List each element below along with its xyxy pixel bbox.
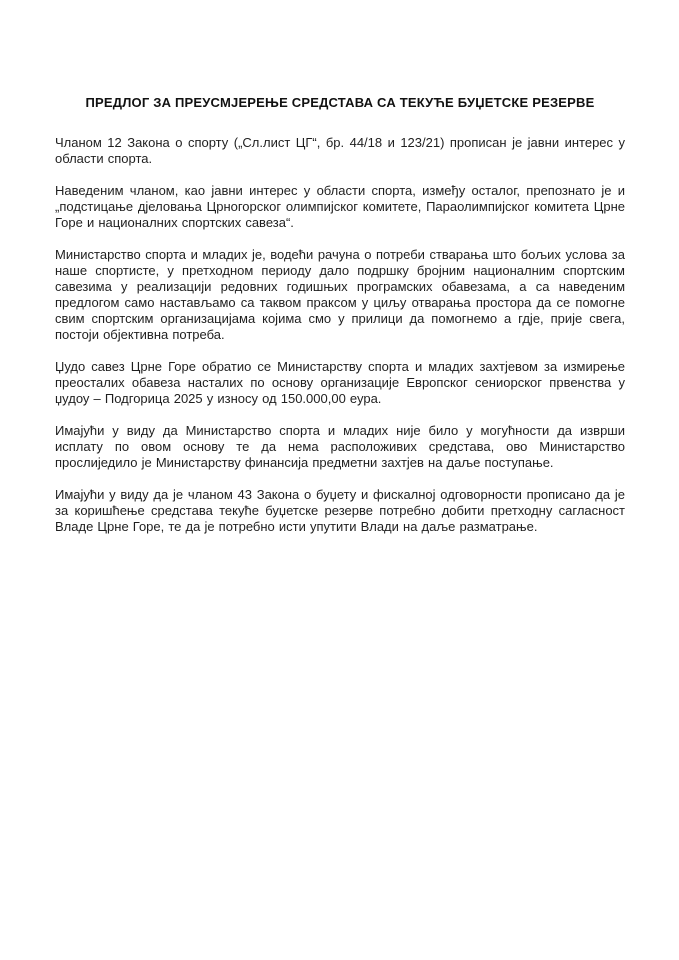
paragraph-ministry-support: Министарство спорта и младих је, водећи рачуна о потреби стварања што бољих услова за наше спортисте, у претходном периоду дало подршку бројним националним спортским савезима у реализацији редовних годишњих програмских обавезама, а са наведеним предлогом само настављамо са таквом праксом у циљу отварања простора да се помогне свим спортским организацијама којима смо у прилици да помогнемо а гдје, прије свега, постоји објективна потреба. [55, 247, 625, 342]
paragraph-article-43-approval: Имајући у виду да је чланом 43 Закона о буџету и фискалној одговорности прописано да је за коришћење средстава текуће буџетске резерве потребно добити претходну сагласност Владе Црне Горе, те да је потребно исти упутити Влади на даље разматрање. [55, 487, 625, 534]
paragraph-forwarded-to-finance: Имајући у виду да Министарство спорта и младих није било у могућности да изврши исплату по овом основу те да нема расположивих средстава, ово Министарство прослиједило је Министарству финансија предметни захтјев на даље поступање. [55, 423, 625, 470]
paragraph-intro-law: Чланом 12 Закона о спорту („Сл.лист ЦГ“, бр. 44/18 и 123/21) прописан је јавни интерес у области спорта. [55, 135, 625, 166]
paragraph-public-interest: Наведеним чланом, као јавни интерес у области спорта, између осталог, препознато је и „подстицање дјеловања Црногорског олимпијског комитете, Параолимпијског комитета Црне Горе и националних спортских савеза“. [55, 183, 625, 230]
document-title: ПРЕДЛОГ ЗА ПРЕУСМЈЕРЕЊЕ СРЕДСТАВА СА ТЕКУЋЕ БУЏЕТСКЕ РЕЗЕРВЕ [85, 95, 595, 110]
paragraph-judo-federation-request: Џудо савез Црне Горе обратио се Министарству спорта и младих захтјевом за измирење преосталих обавеза насталих по основу организације Европског сениорског првенства у џудоу – Подгорица 2025 у износу од 150.000,00 еура. [55, 359, 625, 406]
